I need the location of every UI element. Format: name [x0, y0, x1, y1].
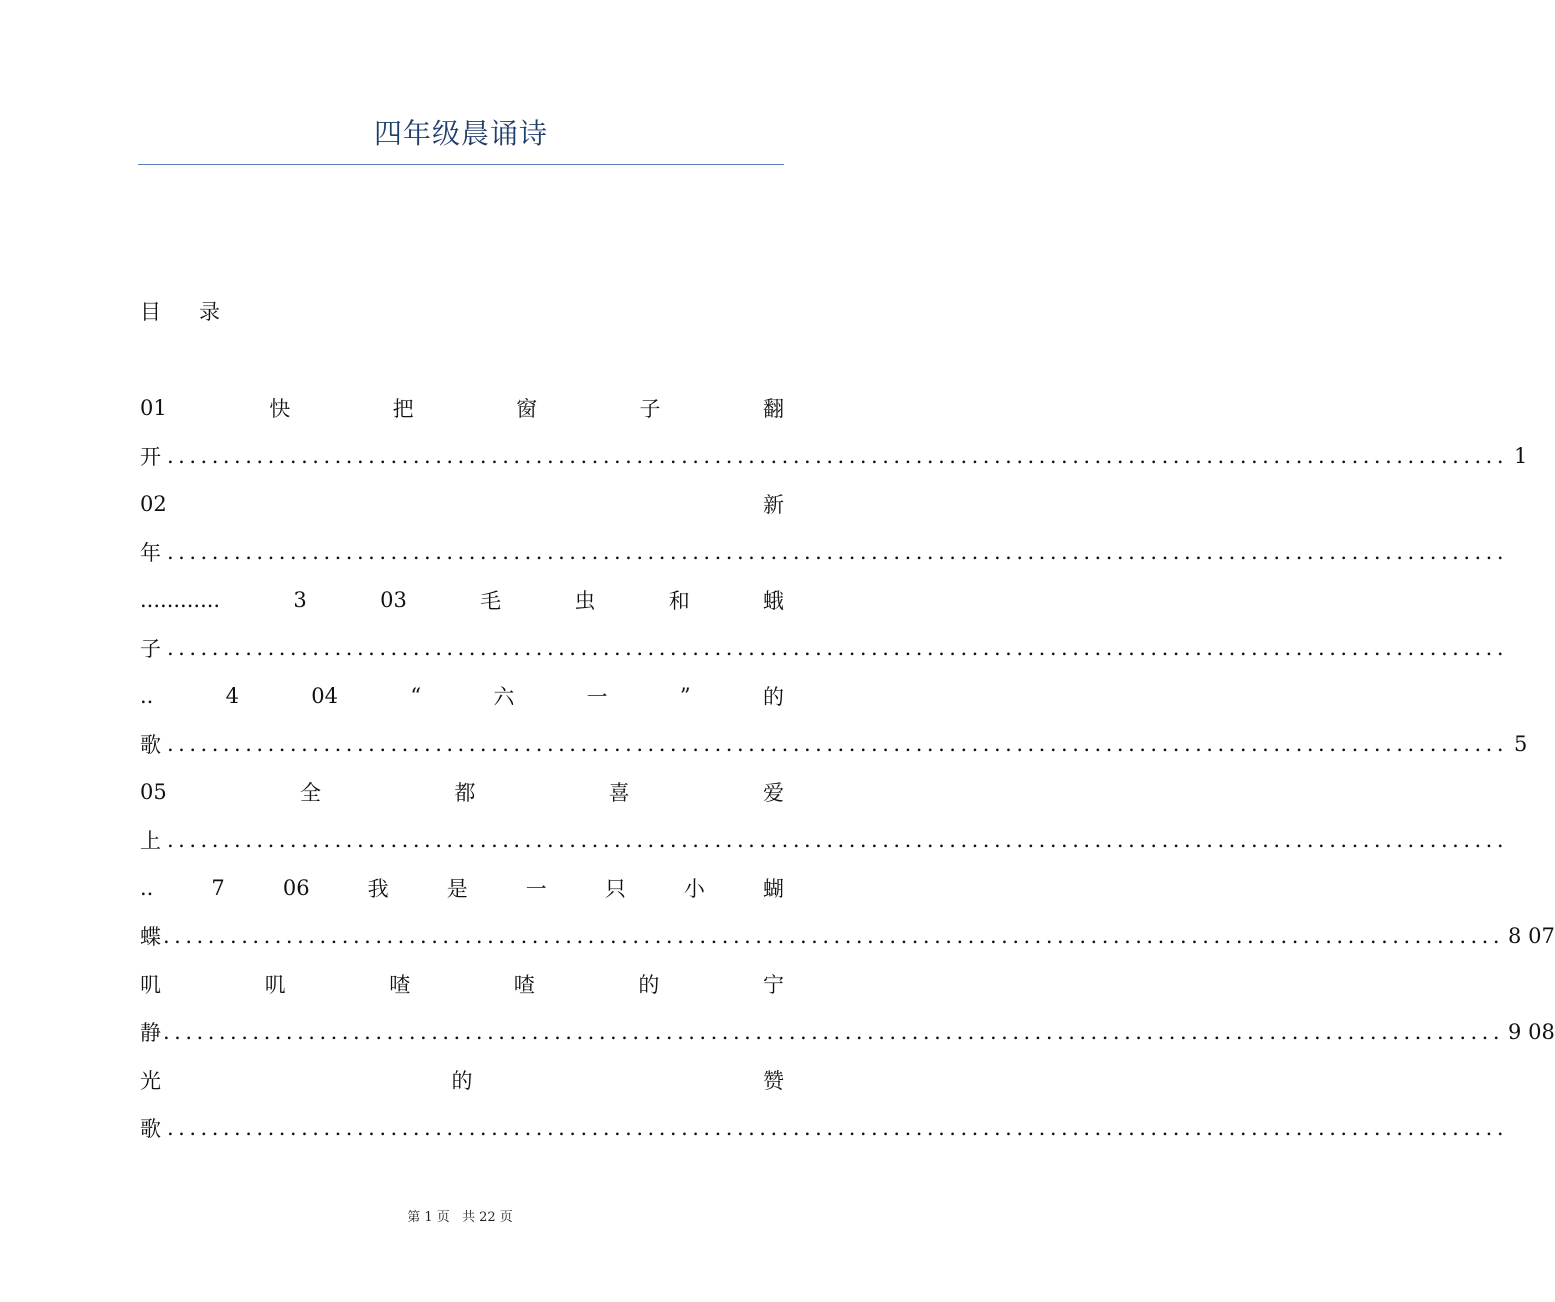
- toc-line: [140, 968, 784, 1000]
- toc-text: 蝶: [140, 925, 161, 949]
- toc-text: 六: [493, 685, 515, 709]
- toc-text: 一: [525, 877, 547, 901]
- toc-line: [140, 392, 784, 424]
- toc-text: 新: [763, 493, 784, 517]
- toc-text: 喳: [513, 973, 535, 997]
- toc-text: 歌: [140, 1117, 161, 1141]
- toc-text: 1: [1514, 444, 1528, 468]
- dot-leader: ........................................................................................................................: [167, 540, 1509, 564]
- toc-text: ............: [140, 588, 221, 612]
- toc-text: 子: [639, 397, 661, 421]
- toc-line: [140, 1016, 1555, 1048]
- toc-heading-char-1: 目: [140, 300, 161, 324]
- dot-leader: ........................................................................................................................: [167, 1116, 1509, 1140]
- toc-text: 9 08: [1508, 1020, 1555, 1044]
- toc-text: 4: [225, 684, 240, 708]
- dot-leader: ........................................................................................................................: [167, 636, 1509, 660]
- toc-heading: [140, 296, 220, 326]
- toc-text: 5: [1514, 732, 1528, 756]
- toc-text: 光: [140, 1069, 161, 1093]
- toc-text: 小: [683, 877, 705, 901]
- toc-text: “: [410, 684, 422, 708]
- toc-line: [140, 488, 784, 520]
- dot-leader: ........................................................................................................................: [163, 924, 1505, 948]
- toc-line: [140, 728, 1528, 760]
- footer-total-pages: 共 22 页: [461, 1210, 513, 1225]
- toc-text: 的: [762, 685, 784, 709]
- toc-line: [140, 440, 1528, 472]
- toc-text: 赞: [763, 1069, 784, 1093]
- toc-text: 都: [454, 781, 476, 805]
- toc-text: 窗: [516, 397, 538, 421]
- toc-line: [140, 920, 1555, 952]
- toc-text: 开: [140, 445, 161, 469]
- toc-line: [140, 1064, 784, 1096]
- toc-line: [140, 1112, 1509, 1144]
- page-title: 四年级晨诵诗: [373, 117, 548, 150]
- toc-text: 3: [293, 588, 307, 612]
- toc-text: 子: [140, 637, 161, 661]
- toc-text: 快: [269, 397, 291, 421]
- toc-text: ..: [140, 876, 154, 900]
- dot-leader: ........................................................................................................................: [163, 1020, 1505, 1044]
- toc-text: 毛: [480, 589, 502, 613]
- toc-heading-char-2: 录: [199, 300, 220, 324]
- title-rule: [138, 164, 784, 165]
- toc-text: 全: [300, 781, 322, 805]
- toc-text: 8 07: [1508, 924, 1555, 948]
- toc-text: 上: [140, 829, 161, 853]
- toc-text: 年: [140, 541, 161, 565]
- toc-line: [140, 824, 1509, 856]
- toc-text: 的: [451, 1069, 473, 1093]
- dot-leader: ........................................................................................................................: [167, 732, 1509, 756]
- toc-text: ..: [140, 684, 154, 708]
- toc-line: [140, 536, 1509, 568]
- toc-text: 把: [392, 397, 414, 421]
- toc-line: [140, 584, 784, 616]
- toc-text: 的: [638, 973, 660, 997]
- toc-text: 宁: [762, 973, 784, 997]
- toc-text: 喜: [608, 781, 630, 805]
- toc-text: 喳: [389, 973, 411, 997]
- toc-line: [140, 776, 784, 808]
- toc-text: 我: [367, 877, 389, 901]
- page-footer: [0, 1206, 920, 1225]
- footer-page-number: 第 1 页: [407, 1210, 450, 1225]
- toc-text: 06: [282, 876, 310, 900]
- toc-text: 叽: [264, 973, 286, 997]
- toc-text: 和: [668, 589, 690, 613]
- toc-line: [140, 680, 784, 712]
- toc-text: 蛾: [763, 589, 784, 613]
- toc-text: 是: [446, 877, 468, 901]
- toc-text: 翻: [763, 397, 784, 421]
- toc-text: 02: [140, 492, 167, 516]
- toc-text: 03: [380, 588, 407, 612]
- toc-text: ”: [679, 684, 691, 708]
- toc-text: 歌: [140, 733, 161, 757]
- toc-line: [140, 632, 1509, 664]
- toc-line: [140, 872, 784, 904]
- dot-leader: ........................................................................................................................: [167, 828, 1509, 852]
- toc-text: 01: [140, 396, 167, 420]
- toc-text: 爱: [762, 781, 784, 805]
- toc-text: 叽: [140, 973, 161, 997]
- toc-text: 7: [211, 876, 225, 900]
- dot-leader: ........................................................................................................................: [167, 444, 1509, 468]
- toc-text: 虫: [574, 589, 596, 613]
- toc-text: 只: [604, 877, 626, 901]
- toc-text: 04: [311, 684, 339, 708]
- toc-text: 05: [140, 780, 167, 804]
- toc-text: 一: [586, 685, 608, 709]
- toc-text: 蝴: [762, 877, 784, 901]
- toc-text: 静: [140, 1021, 161, 1045]
